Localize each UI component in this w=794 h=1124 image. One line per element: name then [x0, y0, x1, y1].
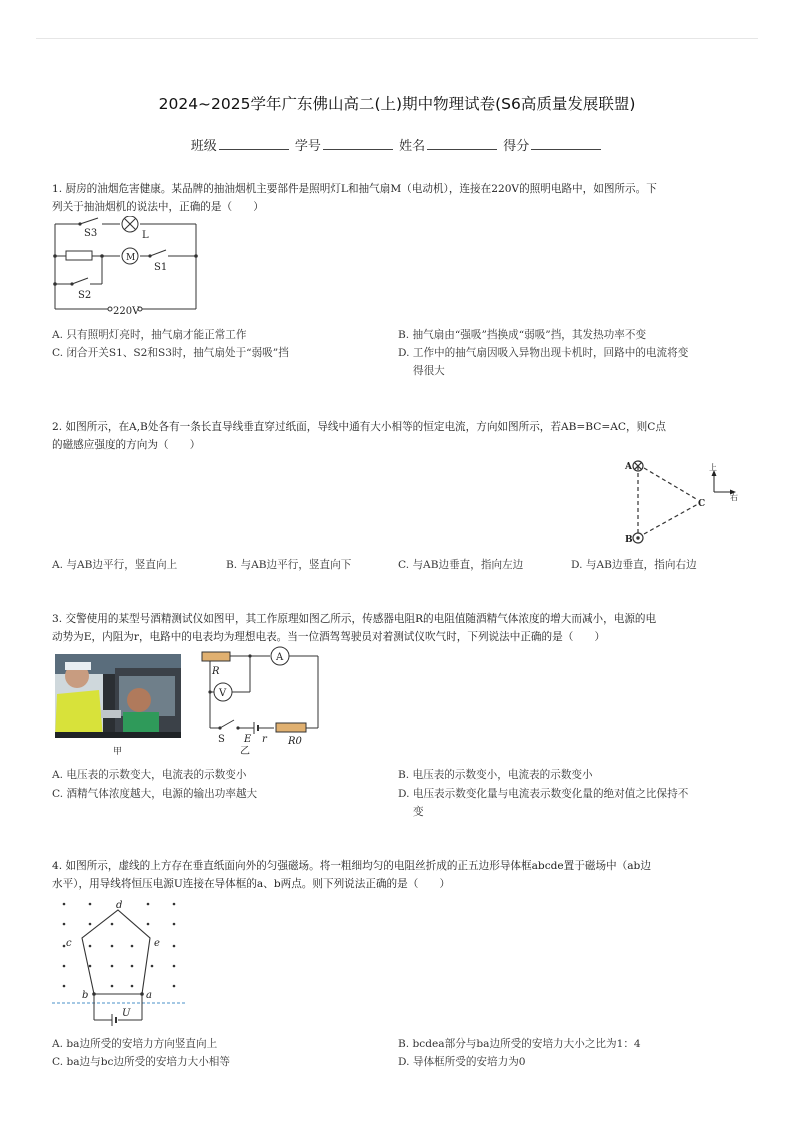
- q2-stem-line2: 的磁感应强度的方向为（ ）: [52, 439, 201, 451]
- q3-circuit-diagram: [190, 646, 322, 756]
- q1-label-s1: S1: [154, 262, 168, 273]
- q3-option-a[interactable]: A. 电压表的示数变大，电流表的示数变小: [52, 769, 247, 781]
- q2-option-c[interactable]: C. 与AB边垂直，指向左边: [398, 559, 524, 571]
- q1-stem-line1: 1. 厨房的油烟危害健康。某品牌的抽油烟机主要部件是照明灯L和抽气扇M（电动机），连接在220V的照明电路中，如图所示。下: [52, 183, 657, 195]
- q2-label-right: 右: [730, 493, 738, 502]
- q3-stem: [52, 610, 742, 646]
- q1-option-d-line2: 得很大: [413, 365, 445, 377]
- q3-option-c[interactable]: C. 酒精气体浓度越大，电源的输出功率越大: [52, 788, 258, 800]
- top-divider: [36, 38, 758, 39]
- q3-label-v: V: [219, 688, 227, 699]
- q4-label-u: U: [122, 1008, 131, 1019]
- q2-stem: [52, 418, 742, 454]
- q3-label-yi: 乙: [240, 746, 250, 756]
- q2-option-b[interactable]: B. 与AB边平行，竖直向下: [226, 559, 352, 571]
- q1-label-s2: S2: [78, 290, 92, 301]
- q1-circuit-diagram: [50, 216, 205, 318]
- q1-option-d[interactable]: [398, 344, 738, 380]
- q4-stem: [52, 857, 742, 893]
- q4-label-e: e: [154, 938, 160, 949]
- q1-stem-line2: 列关于抽油烟机的说法中，正确的是（ ）: [52, 201, 264, 213]
- q1-option-b[interactable]: B. 抽气扇由“强吸”挡换成“弱吸”挡，其发热功率不变: [398, 329, 647, 341]
- score-label: 得分: [503, 139, 530, 154]
- name-blank: [427, 137, 497, 150]
- name-label: 姓名: [399, 139, 426, 154]
- q3-stem-line1: 3. 交警使用的某型号酒精测试仪如图甲，其工作原理如图乙所示，传感器电阻R的电阻值随酒精气体浓度的增大而减小，电源的电: [52, 613, 657, 625]
- id-blank: [323, 137, 393, 150]
- q2-label-b: B: [625, 535, 633, 545]
- q4-label-d: d: [116, 900, 123, 911]
- q3-label-internal-r: r: [262, 734, 267, 745]
- q1-label-m: M: [126, 253, 136, 263]
- q3-label-r: R: [212, 666, 220, 677]
- q2-label-up: 上: [709, 463, 717, 472]
- q4-option-b[interactable]: B. bcdea部分与ba边所受的安培力大小之比为1：4: [398, 1038, 641, 1050]
- id-label: 学号: [294, 139, 321, 154]
- q4-pentagon-diagram: [52, 896, 186, 1030]
- q1-option-c[interactable]: C. 闭合开关S1、S2和S3时，抽气扇处于“弱吸”挡: [52, 347, 289, 359]
- q2-option-a[interactable]: A. 与AB边平行，竖直向上: [52, 559, 178, 571]
- q1-option-d-line1: D. 工作中的抽气扇因吸入异物出现卡机时，回路中的电流将变: [398, 347, 689, 359]
- q3-option-d[interactable]: [398, 785, 738, 821]
- score-blank: [531, 137, 601, 150]
- class-blank: [219, 137, 289, 150]
- class-label: 班级: [190, 139, 217, 154]
- q3-option-d-line1: D. 电压表示数变化量与电流表示数变化量的绝对值之比保持不: [398, 788, 689, 800]
- exam-title: 2024~2025学年广东佛山高二(上)期中物理试卷(S6高质量发展联盟): [158, 95, 636, 113]
- q2-option-d[interactable]: D. 与AB边垂直，指向右边: [571, 559, 697, 571]
- q4-label-c: c: [66, 938, 72, 949]
- q1-stem: [52, 180, 742, 216]
- q3-label-a: A: [276, 652, 284, 663]
- q3-option-d-line2: 变: [413, 806, 424, 818]
- q1-label-s3: S3: [84, 228, 98, 239]
- q3-label-s: S: [218, 734, 225, 745]
- q1-option-a[interactable]: A. 只有照明灯亮时，抽气扇才能正常工作: [52, 329, 247, 341]
- q3-option-b[interactable]: B. 电压表的示数变小，电流表的示数变小: [398, 769, 593, 781]
- q4-option-d[interactable]: D. 导体框所受的安培力为0: [398, 1056, 526, 1068]
- q4-stem-line1: 4. 如图所示，虚线的上方存在垂直纸面向外的匀强磁场。将一粗细均匀的电阻丝折成的正五边形导体框abcde置于磁场中（ab边: [52, 860, 651, 872]
- q1-label-220v: 220V: [113, 306, 140, 317]
- q4-option-c[interactable]: C. ba边与bc边所受的安培力大小相等: [52, 1056, 230, 1068]
- student-info-line: [0, 135, 794, 154]
- q2-label-c: C: [698, 499, 706, 509]
- q4-option-a[interactable]: A. ba边所受的安培力方向竖直向上: [52, 1038, 218, 1050]
- q2-stem-line1: 2. 如图所示，在A,B处各有一条长直导线垂直穿过纸面，导线中通有大小相等的恒定电流，方向如图所示，若AB=BC=AC，则C点: [52, 421, 666, 433]
- q2-label-a: A: [625, 462, 632, 472]
- q4-label-a: a: [146, 990, 152, 1001]
- q3-stem-line2: 动势为E，内阻为r，电路中的电表均为理想电表。当一位酒驾驾驶员对着测试仪吹气时，下列说法中正确的是（ ）: [52, 631, 606, 643]
- q3-photo-breathalyzer: [55, 654, 181, 756]
- q1-label-l: L: [142, 230, 149, 241]
- q3-label-e: E: [244, 734, 252, 745]
- q3-label-r0: R0: [288, 736, 302, 747]
- q4-label-b: b: [82, 990, 89, 1001]
- q4-stem-line2: 水平），用导线将恒压电源U连接在导体框的a、b两点。则下列说法正确的是（ ）: [52, 878, 451, 890]
- q3-label-jia: 甲: [113, 747, 123, 756]
- q2-triangle-diagram: [622, 456, 744, 548]
